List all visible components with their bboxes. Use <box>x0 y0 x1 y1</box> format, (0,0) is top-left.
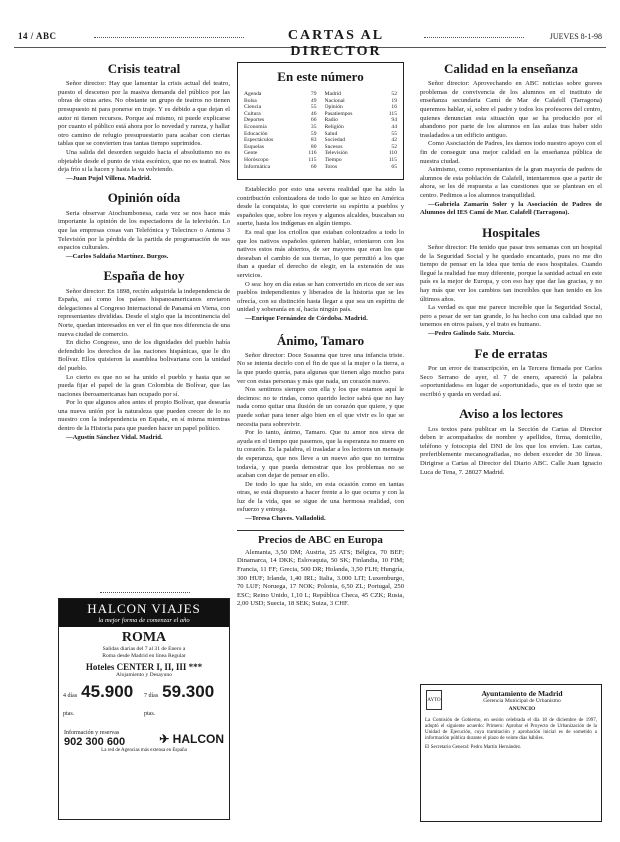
notice-title: Ayuntamiento de Madrid <box>481 689 563 698</box>
index-page-number: 83 <box>310 137 317 144</box>
index-section-name: Pasatiempos <box>324 110 353 117</box>
index-row <box>325 124 398 131</box>
index-section-name: Educación <box>244 130 268 137</box>
masthead-divider-right <box>424 37 524 38</box>
article-crisis-signature: —Juan Pujol Villena. Madrid. <box>66 174 152 182</box>
index-row <box>244 117 317 124</box>
ad-phone[interactable]: 902 300 600 <box>64 736 126 749</box>
ad-price-4d <box>63 682 144 720</box>
index-row <box>244 144 317 151</box>
ad-price-7d-value: 59.300 <box>162 682 215 702</box>
index-row <box>244 157 317 164</box>
index-page-number: 79 <box>310 91 317 97</box>
index-section-name: Salud <box>324 130 338 137</box>
headline-precios: Precios de ABC en Europa <box>258 533 383 546</box>
index-row <box>325 144 398 151</box>
article-mid-p3: O sea: hoy en día estas se han convertido en ricos de ser sus pueblos independientes y liberados de la historia que se les ofrecía, con su distinción hasta llegar a que sea un espíritu de unidad y soberanía en sí, hacia ningún país. <box>237 280 404 314</box>
column-left-end-rule <box>100 592 190 593</box>
column-left <box>58 62 230 442</box>
ad-currency-2: ptas. <box>144 711 156 718</box>
index-page-number: 49 <box>310 97 317 104</box>
index-page-number: 46 <box>310 110 317 117</box>
ad-destination: ROMA <box>121 630 167 645</box>
ad-days-7: 7 días <box>144 693 159 700</box>
index-col-right <box>325 91 398 170</box>
headline-aviso: Aviso a los lectores <box>459 406 563 422</box>
headline-calidad: Calidad en la enseñanza <box>444 61 578 76</box>
headline-animo: Ánimo, Tamaro <box>276 332 365 348</box>
index-section-name: Sociedad <box>324 137 346 144</box>
index-page-number: 52 <box>391 143 397 150</box>
index-page-number: 60 <box>310 163 317 170</box>
index-page-number: 94 <box>391 117 397 124</box>
article-calidad-p3: Asimismo, como representantes de la gran mayoría de padres de alumnos de esta población de Calafell, intentaremos que a partir de ahora, se les dé respuesta a las cuestiones que se plantean en el centro. Pedimos a los alumnos tranquilidad. <box>420 166 602 200</box>
article-crisis-p2: Una salida del desorden seguido hacia el absolutismo no es objetable desde el punto de vista escénico, que no es teatral. Nos deja frío si la hacen y hasta la va volviendo. <box>58 149 230 174</box>
index-row <box>325 137 398 144</box>
halcon-bird-icon: ✈ <box>159 732 170 747</box>
halcon-logo-text: HALCON <box>172 732 224 747</box>
index-row <box>325 104 398 111</box>
index-row <box>325 131 398 138</box>
index-row <box>325 150 398 157</box>
index-row <box>325 91 398 98</box>
ad-route: Roma desde Madrid en línea Regular <box>102 652 186 659</box>
column-right <box>420 62 602 477</box>
article-hospitales-p2: La verdad es que me parece increíble que la Seguridad Social, pero a pesar de ser tan grande, lo ha hecho con una calidad que no tenemos en otros países, y el trato es humano. <box>420 304 602 329</box>
ad-tagline: la mejor forma de comenzar el año <box>98 617 190 624</box>
issue-date: JUEVES 8-1-98 <box>549 32 602 41</box>
index-page-number: 55 <box>391 130 397 137</box>
index-box <box>237 62 404 180</box>
article-mid-signature: —Enrique Fernández de Córdoba. Madrid. <box>245 314 368 322</box>
article-calidad-signature: —Gabriela Zamarín Soler y la Asociación de Padres de Alumnos del IES Camí de Mar. Calafell (Tarragona). <box>420 200 602 217</box>
headline-hospitales: Hospitales <box>482 224 540 240</box>
index-page-number: 35 <box>310 123 317 130</box>
article-aviso-p1: Los textos para publicar en la Sección de Cartas al Director deben ir acompañados de nombre y apellidos, firma, domicilio, teléfono y fotocopia del DNI de los que los envíen. Las cartas, preferiblemente mecanografiadas, no deben exceder de 30 líneas. Dirigirse a Cartas al Director del Diario ABC. Calle Juan Ignacio Luca de Tena, 7. 28027 Madrid. <box>420 425 602 476</box>
headline-opinion: Opinión oída <box>107 190 181 206</box>
article-hospitales-p1: Señor director: He tenido que pasar tres semanas con un hospital de la Seguridad Social y he quedado encantado, pues no me dio tiempo de pensar en la idea que tenía de esos hospitales. Cuando llegué la realidad fue muy diferente, porque la sanidad actual en este país es la mejor de Europa, y con eso hay que dar las gracias, y no hay más que ver los cambios tan increíbles que han tenido en los últimos años. <box>420 244 602 303</box>
ad-header <box>59 599 229 627</box>
index-columns <box>244 91 397 170</box>
article-crisis-p1: Señor director: Hay que lamentar la crisis actual del teatro, puesto el descenso por la masiva demanda del público por las obras de otras artes. No obstante un grupo de teatros no tienen presupuesto ni para ponerse en traje. Y es debido a que dejan el autor ni tienen recursos. Porque así mismo, ni puede explicarse por cuanto el público está ahora por lo novedad y rareza, y hallar otro camino de refugio presupuestario para acabar con ciertas tablas que se convierten tras tantas tiempo suprimidos. <box>58 80 230 148</box>
index-page-number: 44 <box>391 123 397 130</box>
index-section-name: Esquelas <box>244 143 264 150</box>
ad-currency-1: ptas. <box>63 711 75 718</box>
article-opinion-p1: Seria observar Atochumbonesa, cada vez se nos hace más importante la opinión de los espectadores de la televisión. Lo que las empresas cosas van Telefónica y Telecinco o Antena 3 Televisión por la pérdida de la partida de programación de sus espacios culturales. <box>58 209 230 252</box>
index-section-name: Agenda <box>244 91 262 97</box>
index-page-number: 116 <box>308 150 317 157</box>
index-section-name: Cultura <box>244 110 261 117</box>
ayuntamiento-notice <box>420 684 602 822</box>
page-section-label: 14 / ABC <box>18 31 57 41</box>
ad-price-7d <box>144 682 225 720</box>
halcon-logo <box>159 732 224 746</box>
index-section-name: Toros <box>324 163 338 170</box>
article-espana-p3: Lo cierto es que no se ha unido el pueblo y hasta que se pueda fijar el papel de la gran Colombia de Bolívar, que las naciones iberoamericanas han ocupado por sí. <box>58 373 230 398</box>
index-section-name: Horóscopo <box>244 156 269 163</box>
index-section-name: Madrid <box>324 91 341 97</box>
article-espana-p1: Señor director: En 1898, recién adquirida la independencia de España, así como los países hispanoamericanos enviaron delegaciones al Congreso Internacional de Panamá en Viena, con representantes divididas. Desde el siglo que la incontinencia del Norte, quedan interesados en ver el fin que nos diferencia de una nueva ciudad de comercio. <box>58 287 230 338</box>
ad-departures: Salidas diarias del 7 al 31 de Enero a <box>102 646 186 652</box>
index-page-number: 52 <box>391 91 397 97</box>
ad-network-note: La red de Agencias más extensa en España <box>101 748 187 754</box>
index-page-number: 115 <box>388 156 397 163</box>
index-row <box>325 111 398 118</box>
headline-espana: España de hoy <box>103 268 185 284</box>
index-page-number: 110 <box>388 150 397 157</box>
index-section-name: Religión <box>324 123 344 130</box>
masthead <box>14 28 606 59</box>
notice-subtitle: Gerencia Municipal de Urbanismo <box>483 698 561 704</box>
index-row <box>244 91 317 98</box>
index-section-name: Informática <box>244 163 271 170</box>
index-section-name: Bolsa <box>244 97 257 104</box>
index-row <box>244 124 317 131</box>
index-row <box>244 104 317 111</box>
notice-signature: El Secretario General: Pedro Martín Hernández. <box>425 745 522 750</box>
article-precios-p1: Alemania, 3,50 DM; Austria, 25 ATS; Bélgica, 70 BEF; Dinamarca, 14 DKK; Eslovaquia, 50 SK; Finlandia, 10 FIM; Francia, 11 FF; Grecia, 500 DR; Holanda, 3,50 FLH; Hungría, 300 HUF; Irlanda, 1,40 IRL; Italia, 3.000 LIT; Luxemburgo, 70 LUF; Noruega, 17 NOK; Polonia, 6,50 ZL; Portugal, 250 ESC; Reino Unido, 1,10 L; República Checa, 45 CZK; Rusia, 2,00 USD; Suecia, 18 SEK; Suiza, 3 CHF. <box>237 548 404 608</box>
index-page-number: 16 <box>391 104 397 111</box>
ad-contact <box>64 730 125 748</box>
column-middle <box>237 186 404 609</box>
section-title: CARTAS AL DIRECTOR <box>287 28 385 59</box>
article-hospitales-signature: —Pedro Galindo Saiz. Murcia. <box>428 330 515 338</box>
index-section-name: Opinión <box>324 104 343 111</box>
headline-crisis: Crisis teatral <box>107 61 181 76</box>
index-section-name: Gente <box>244 150 258 157</box>
index-row <box>244 131 317 138</box>
masthead-divider-left <box>94 37 244 38</box>
index-section-name: Ciencia <box>244 104 262 111</box>
index-row <box>244 137 317 144</box>
index-title: En este número <box>277 69 364 84</box>
article-mid-p1: Establecido por esto una severa realidad que ha sido la contribución colonizadora de todo lo que se hizo en América desde la conquista, lo que convierte su espíritu a pueblos y españoles que, sobre los reyes y algunos alcaldes, buscaban su suerte, hasta los indígenas en algún tiempo. <box>237 186 404 228</box>
index-page-number: 66 <box>310 117 317 124</box>
index-page-number: 115 <box>308 156 317 163</box>
ad-price-4d-value: 45.900 <box>81 682 134 702</box>
index-section-name: Espectáculos <box>244 137 274 144</box>
article-mid-p2: Es real que los criollos que estaban colonizados a todo lo que los nativos españoles quieren hablar, orientaron con los nativos estos más abiertos, de ser mayores que eran los que deseaban el cambio de sus tierras, lo que permitió a los que iban a quedar el derecho de elegir, en la extensión de sus servicios. <box>237 228 404 279</box>
halcon-viajes-ad[interactable] <box>58 598 230 820</box>
ad-hotel-note: Alojamiento y Desayuno <box>116 671 172 678</box>
precios-top-rule <box>237 530 404 531</box>
index-page-number: 55 <box>310 104 317 111</box>
headline-erratas: Fe de erratas <box>474 345 548 361</box>
ad-brand: HALCON VIAJES <box>87 601 201 616</box>
index-row <box>244 111 317 118</box>
index-page-number: 42 <box>391 137 397 144</box>
index-row <box>244 98 317 105</box>
index-section-name: Sucesos <box>324 143 343 150</box>
index-page-number: 65 <box>391 163 397 170</box>
article-calidad-p1: Señor director: Aprovechando en ABC noticias sobre graves problemas de convivencia de los alumnos en el instituto de enseñanza secundaria Camí de Mar de Calafell (Tarragona) queremos hablar, sí, sobre el padre y todos los profesores del centro, quienes denuncian esta situación que se ha producido por el abandono por parte de los alumnos en las aulas tras haber sido trasladados a un edificio antiguo. <box>420 80 602 139</box>
article-calidad-p2: Como Asociación de Padres, les damos todo nuestro apoyo con el fin de conseguir una mejor calidad en la enseñanza pública de nuestra ciudad. <box>420 140 602 165</box>
article-erratas-p1: Por un error de transcripción, en la Tercera firmada por Carlos Seco Serrano de ayer, el 7 de enero, apareció la palabra «oportunidades» en lugar de «oportunidad», que es el texto que se escribió y queda en verdad así. <box>420 364 602 398</box>
ad-footer <box>59 730 229 748</box>
article-animo-p4: De todo lo que ha sido, en esta ocasión como en tantas otras, se está dispuesto a hacer frente a lo que ocurra y con la luz de la vida, que se sigue de una hermosa realidad, con esfuerzo y entrega. <box>237 480 404 514</box>
index-row <box>325 157 398 164</box>
index-row <box>325 98 398 105</box>
index-section-name: Televisión <box>324 150 348 157</box>
index-section-name: Economía <box>244 123 267 130</box>
notice-body: La Comisión de Gobierno, en sesión celebrada el día 18 de diciembre de 1997, adoptó el siguiente acuerdo: Primero: Aprobar el Proyecto de Urbanización de la Unidad de Ejecución, cuya tramitación y aprobación inicial es de sometido a información pública durante el plazo de veinte días hábiles. <box>425 718 597 741</box>
index-page-number: 115 <box>388 110 397 117</box>
index-row <box>244 164 317 171</box>
index-page-number: 59 <box>310 130 317 137</box>
article-espana-signature: —Agustín Sánchez Vidal. Madrid. <box>66 433 163 441</box>
madrid-crest-icon: AYTO <box>426 690 442 710</box>
index-section-name: Nacional <box>324 97 345 104</box>
article-animo-p3: Por lo tanto, ánimo, Tamaro. Que tu amor nos sirva de ayuda en el tiempo que pasemos, que la esperanza no muere en tu corazón. Es la palabra, el trasladar a los lectores un mensaje de esperanza, que nos lleve a un nuevo año que no termina todavía, y que pueda demostrar que los problemas no se acaban con dejar de pensar en ello. <box>237 429 404 480</box>
index-row <box>325 164 398 171</box>
index-page-number: 80 <box>310 143 317 150</box>
ad-days-4: 4 días <box>63 693 78 700</box>
index-section-name: Deportes <box>244 117 265 124</box>
index-row <box>325 117 398 124</box>
index-page-number: 19 <box>391 97 397 104</box>
article-espana-p4: Por lo que algunos años antes el propio Bolívar, que desearía una nueva unión por la naturaleza que pueden crecer de lo no nuestro con la independencia en España, en sí misma mientras dentro de la Historia para que pueden hacer un papel político. <box>58 399 230 433</box>
article-espana-p2: En dicho Congreso, uno de los dignidades del pueblo había defendido los derechos de las naciones hispánicas, que le dio Bolívar. Ellos quisieron la asamblea bolivariana con la unidad del pueblo. <box>58 339 230 372</box>
article-animo-p1: Señor director: Doce Susanna que tuve una infancia triste. No se intenta decirlo con el fin de que si la mujer o la tierra, a la que puedo quería, para algunas que tienen algo mucho para ver con estas personas y más que nada, un corazón nuevo. <box>237 351 404 385</box>
article-animo-p2: Nos sentimos siempre con ella y los que estamos aquí le decimos: no te rindas, como querido lector sabrá que no hay nada como quitar una ilusión de un corazón que quiere, y que puede soñar para tener algo bien en el que vivir es lo que se necesita para sobrevivir. <box>237 386 404 428</box>
notice-label: ANUNCIO <box>508 706 536 712</box>
article-opinion-signature: —Carlos Saldaña Martínez. Burgos. <box>66 252 169 260</box>
ad-hotel: Hoteles CENTER I, II, III *** <box>85 661 203 672</box>
ad-info-label: Información y reservas <box>64 730 120 737</box>
ad-prices <box>59 682 229 720</box>
article-animo-signature: —Teresa Chaves. Valladolid. <box>245 515 326 523</box>
index-section-name: Radio <box>324 117 338 124</box>
index-row <box>244 150 317 157</box>
index-col-left <box>244 91 317 170</box>
index-section-name: Tiempo <box>324 156 342 163</box>
